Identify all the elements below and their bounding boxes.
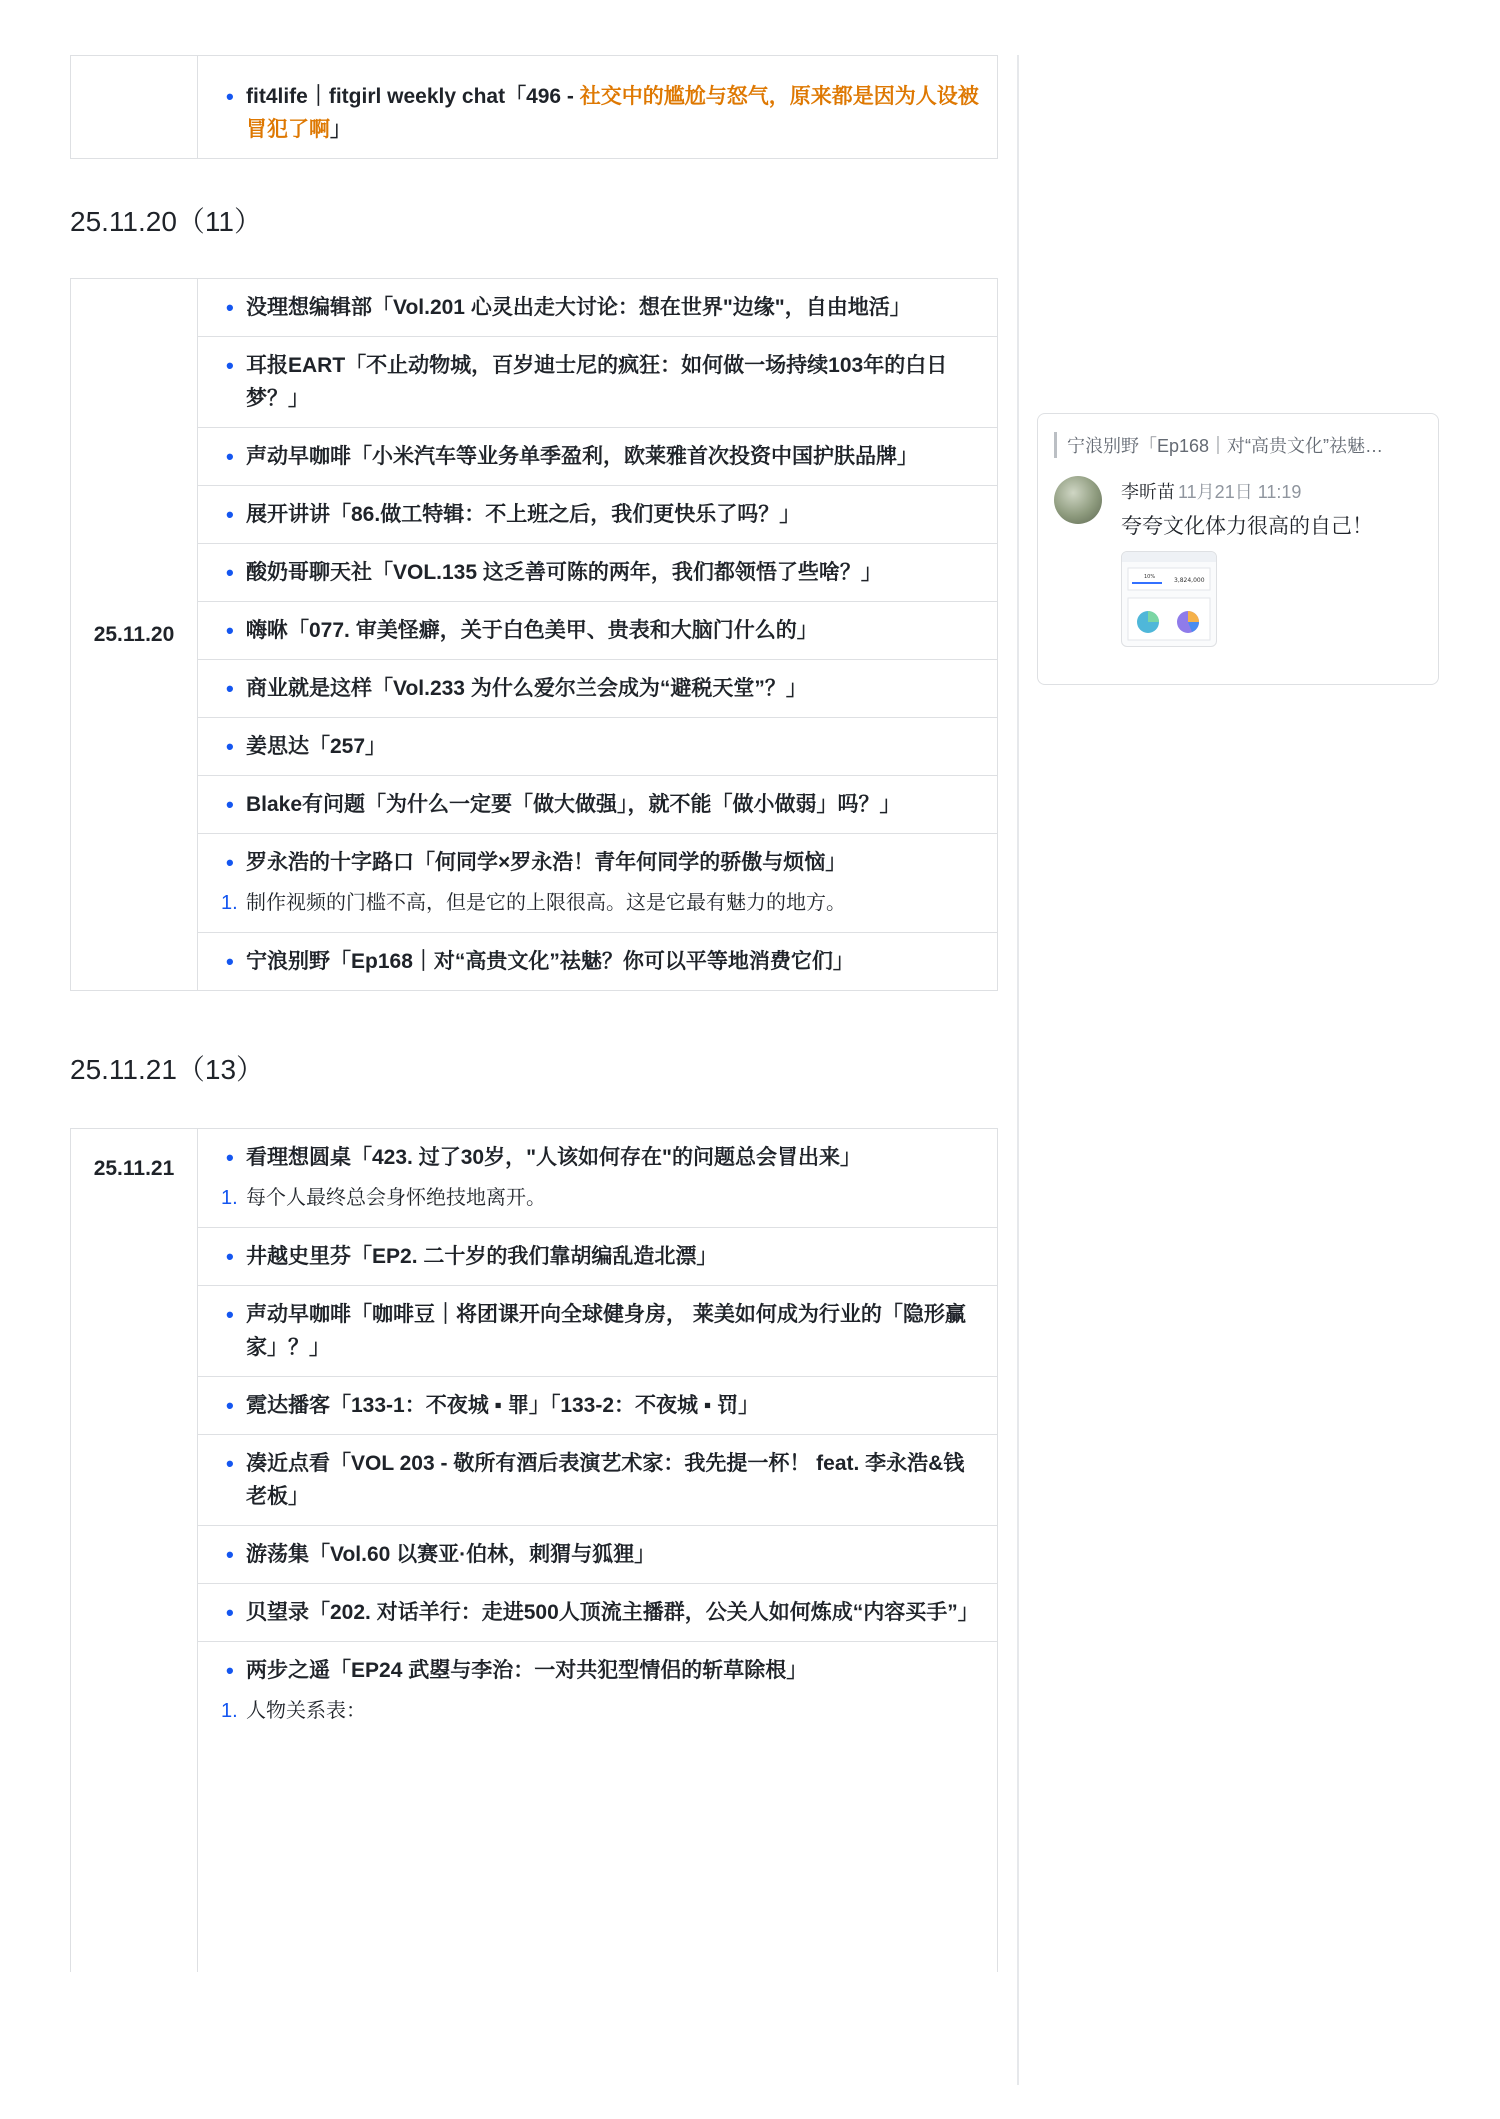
- bullet-icon: •: [226, 1451, 234, 1476]
- bullet-icon: •: [226, 1145, 234, 1170]
- table-row: [71, 776, 998, 834]
- item-text: 霓达播客「133-1：不夜城 ▪ 罪」「133-2：不夜城 ▪ 罚」: [246, 1394, 760, 1417]
- item-text: 凑近点看「VOL 203 - 敬所有酒后表演艺术家：我先提一杯！ feat. 李永浩&钱老板」: [246, 1452, 965, 1508]
- table-row: [198, 56, 998, 159]
- item-text: 看理想圆桌「423. 过了30岁，"人该如何存在"的问题总会冒出来」: [246, 1146, 861, 1169]
- bullet-icon: •: [226, 734, 234, 759]
- item-text: 罗永浩的十字路口「何同学×罗永浩！青年何同学的骄傲与烦恼」: [246, 851, 847, 874]
- item-cell: [198, 1526, 998, 1584]
- item-cell: [198, 1377, 998, 1435]
- list-item[interactable]: [216, 80, 981, 146]
- list-item[interactable]: [216, 1141, 981, 1174]
- item-cell: [198, 834, 998, 933]
- table-row: [71, 1642, 998, 1973]
- item-text: 展开讲讲「86.做工特辑：不上班之后，我们更快乐了吗？」: [246, 503, 801, 526]
- list-item[interactable]: [216, 846, 981, 879]
- list-item[interactable]: [216, 788, 981, 821]
- avatar[interactable]: [1054, 476, 1102, 524]
- bullet-icon: •: [226, 1393, 234, 1418]
- bullet-icon: •: [226, 295, 234, 320]
- item-cell: [198, 486, 998, 544]
- bullet-icon: •: [226, 850, 234, 875]
- item-cell: [198, 337, 998, 428]
- item-text: 商业就是这样「Vol.233 为什么爱尔兰会成为“避税天堂”？」: [246, 677, 807, 700]
- item-cell: [198, 1435, 998, 1526]
- date-cell: 25.11.20: [71, 279, 198, 991]
- table-row: [71, 834, 998, 933]
- list-number: 1.: [221, 892, 238, 914]
- sub-item-text: 制作视频的门槛不高，但是它的上限很高。这是它最有魅力的地方。: [246, 892, 846, 914]
- item-cell: [198, 544, 998, 602]
- list-item[interactable]: [216, 1447, 981, 1513]
- item-text: 没理想编辑部「Vol.201 心灵出走大讨论：想在世界"边缘"，自由地活」: [246, 296, 911, 319]
- sub-item-text: 每个人最终总会身怀绝技地离开。: [246, 1187, 546, 1209]
- sub-list-item: [216, 1182, 981, 1215]
- list-item[interactable]: [216, 945, 981, 978]
- item-text: 耳报EART「不止动物城，百岁迪士尼的疯狂：如何做一场持续103年的白日梦？」: [246, 354, 948, 410]
- sub-item-text: 人物关系表：: [246, 1700, 366, 1722]
- item-text: Blake有问题「为什么一定要「做大做强」，就不能「做小做弱」吗？」: [246, 793, 901, 816]
- list-item[interactable]: [216, 349, 981, 415]
- bullet-icon: •: [226, 676, 234, 701]
- item-text: 井越史里芬「EP2. 二十岁的我们靠胡编乱造北漂」: [246, 1245, 718, 1268]
- sub-list-item: [216, 887, 981, 920]
- table-row: [71, 1526, 998, 1584]
- item-cell: [198, 428, 998, 486]
- item-cell: [198, 1129, 998, 1228]
- item-text: 游荡集「Vol.60 以赛亚·伯林，刺猬与狐狸」: [246, 1543, 656, 1566]
- bullet-icon: •: [226, 618, 234, 643]
- list-item[interactable]: [216, 1596, 981, 1629]
- item-text: 姜思达「257」: [246, 735, 387, 758]
- item-suffix: 」: [330, 118, 351, 141]
- list-item[interactable]: [216, 556, 981, 589]
- item-text: 嗨咻「077. 审美怪癖，关于白色美甲、贵表和大脑门什么的」: [246, 619, 818, 642]
- table-row: [71, 1228, 998, 1286]
- item-cell: [198, 776, 998, 834]
- bullet-icon: •: [226, 792, 234, 817]
- item-cell: [198, 602, 998, 660]
- list-number: 1.: [221, 1700, 238, 1722]
- table-row: [71, 1584, 998, 1642]
- item-cell: [198, 1286, 998, 1377]
- table-row: [71, 660, 998, 718]
- table-row: [71, 1286, 998, 1377]
- table-row: [71, 718, 998, 776]
- list-item[interactable]: [216, 440, 981, 473]
- table-row: [71, 279, 998, 337]
- table-section-1: [70, 278, 998, 991]
- bullet-icon: •: [226, 1302, 234, 1327]
- list-item[interactable]: [216, 1538, 981, 1571]
- item-cell: [198, 660, 998, 718]
- list-item[interactable]: [216, 1298, 981, 1364]
- table-partial-top: [70, 55, 998, 159]
- bullet-icon: •: [226, 502, 234, 527]
- comment-quote: 宁浪别野「Ep168｜对“高贵文化”祛魅…: [1054, 432, 1427, 458]
- table-row: [71, 1129, 998, 1228]
- bullet-icon: •: [226, 353, 234, 378]
- dashboard-thumbnail-icon: [1122, 552, 1216, 646]
- item-text: 声动早咖啡「小米汽车等业务单季盈利，欧莱雅首次投资中国护肤品牌」: [246, 445, 918, 468]
- item-text: 声动早咖啡「咖啡豆｜将团课开向全球健身房， 莱美如何成为行业的「隐形赢家」？」: [246, 1303, 966, 1359]
- comment-text: 夸夸文化体力很高的自己！: [1121, 515, 1373, 538]
- list-item[interactable]: [216, 614, 981, 647]
- table-row: [71, 933, 998, 991]
- bullet-icon: •: [226, 84, 234, 109]
- list-item[interactable]: [216, 672, 981, 705]
- item-text: 酸奶哥聊天社「VOL.135 这乏善可陈的两年，我们都领悟了些啥？」: [246, 561, 882, 584]
- section-heading-2: 25.11.21（13）: [70, 1054, 265, 1085]
- section-heading-1: 25.11.20（11）: [70, 206, 262, 237]
- comment-image-thumbnail[interactable]: [1121, 551, 1217, 647]
- sub-list-item: [216, 1695, 981, 1728]
- table-row: [71, 486, 998, 544]
- item-text: 宁浪别野「Ep168｜对“高贵文化”祛魅？你可以平等地消费它们」: [246, 950, 854, 973]
- date-cell: 25.11.21: [71, 1129, 198, 1973]
- table-row: [71, 1377, 998, 1435]
- highlight-text: 社交中的尴尬与怒气，原来都是因为人设被冒犯了啊: [246, 85, 979, 141]
- table-row: [71, 428, 998, 486]
- thumb-value-1: 10%: [1144, 574, 1156, 580]
- item-text: fit4life｜fitgirl weekly chat「496 -: [246, 85, 580, 108]
- list-item[interactable]: [216, 730, 981, 763]
- table-row: [71, 544, 998, 602]
- comment-divider: [1017, 55, 1019, 2085]
- list-item[interactable]: [216, 1240, 981, 1273]
- bullet-icon: •: [226, 1600, 234, 1625]
- thumb-value-2: 3,824,000: [1174, 577, 1205, 584]
- bullet-icon: •: [226, 949, 234, 974]
- bullet-icon: •: [226, 560, 234, 585]
- list-item[interactable]: [216, 498, 981, 531]
- list-number: 1.: [221, 1187, 238, 1209]
- list-item[interactable]: [216, 1654, 981, 1687]
- item-cell: [198, 1642, 998, 1973]
- table-section-2: [70, 1128, 998, 1972]
- item-cell: [198, 933, 998, 991]
- date-cell-empty: [71, 56, 198, 159]
- comment-time: 11月21日 11:19: [1178, 482, 1302, 502]
- comment-card[interactable]: [1037, 413, 1439, 685]
- list-item[interactable]: [216, 291, 981, 324]
- item-text: 两步之遥「EP24 武曌与李治：一对共犯型情侣的斩草除根」: [246, 1659, 808, 1682]
- bullet-icon: •: [226, 1542, 234, 1567]
- item-cell: [198, 279, 998, 337]
- item-text: 贝望录「202. 对话羊行：走进500人顶流主播群，公关人如何炼成“内容买手”」: [246, 1601, 979, 1624]
- table-row: [71, 337, 998, 428]
- item-cell: [198, 1228, 998, 1286]
- bullet-icon: •: [226, 1244, 234, 1269]
- item-cell: [198, 718, 998, 776]
- bullet-icon: •: [226, 1658, 234, 1683]
- item-cell: [198, 1584, 998, 1642]
- comment-author[interactable]: 李昕苗: [1121, 482, 1175, 502]
- list-item[interactable]: [216, 1389, 981, 1422]
- table-row: [71, 602, 998, 660]
- bullet-icon: •: [226, 444, 234, 469]
- table-row: [71, 1435, 998, 1526]
